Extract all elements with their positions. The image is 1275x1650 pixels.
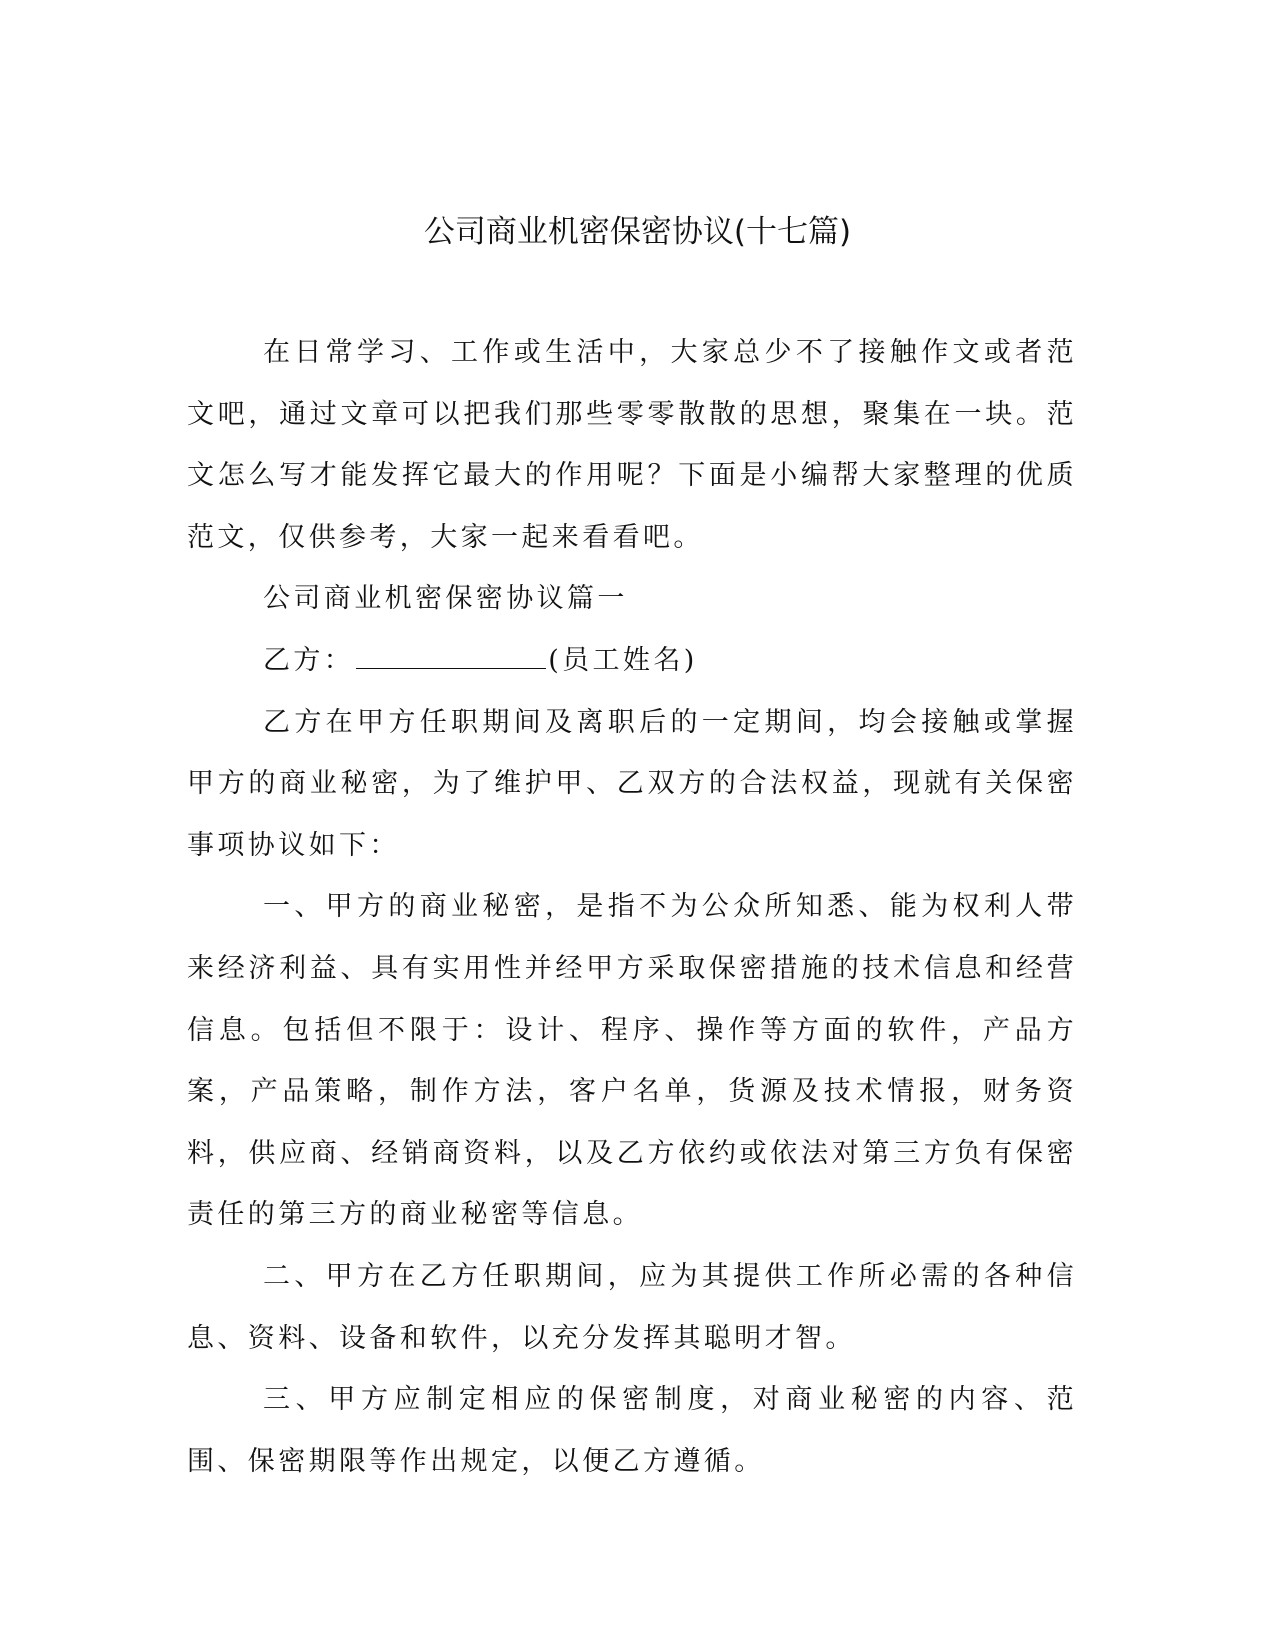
- paragraph-clause-3: 三、甲方应制定相应的保密制度，对商业秘密的内容、范围、保密期限等作出规定，以便乙方遵循。: [187, 1384, 1077, 1477]
- intro-paragraph: 在日常学习、工作或生活中，大家总少不了接触作文或者范文吧，通过文章可以把我们那些零零散散的思想，聚集在一块。范文怎么写才能发挥它最大的作用呢？下面是小编帮大家整理的优质范文，仅供参考，大家一起来看看吧。: [187, 337, 1077, 553]
- paragraph-clause-1: 一、甲方的商业秘密，是指不为公众所知悉、能为权利人带来经济利益、具有实用性并经甲方采取保密措施的技术信息和经营信息。包括但不限于：设计、程序、操作等方面的软件，产品方案，产品策略，制作方法，客户名单，货源及技术情报，财务资料，供应商、经销商资料，以及乙方依约或依法对第三方负有保密责任的第三方的商业秘密等信息。: [187, 891, 1077, 1231]
- party-b-line: [187, 630, 1077, 692]
- name-blank-line: [356, 642, 546, 669]
- party-b-label: 乙方：: [263, 644, 355, 676]
- document-body: [187, 322, 1077, 1492]
- section-heading: 公司商业机密保密协议篇一: [263, 583, 628, 615]
- party-b-note: (员工姓名): [548, 644, 698, 676]
- document-title: 公司商业机密保密协议(十七篇): [423, 214, 852, 250]
- paragraph-preamble: 乙方在甲方任职期间及离职后的一定期间，均会接触或掌握甲方的商业秘密，为了维护甲、乙双方的合法权益，现就有关保密事项协议如下：: [187, 706, 1077, 861]
- paragraph-clause-2: 二、甲方在乙方任职期间，应为其提供工作所必需的各种信息、资料、设备和软件，以充分发挥其聪明才智。: [187, 1260, 1077, 1354]
